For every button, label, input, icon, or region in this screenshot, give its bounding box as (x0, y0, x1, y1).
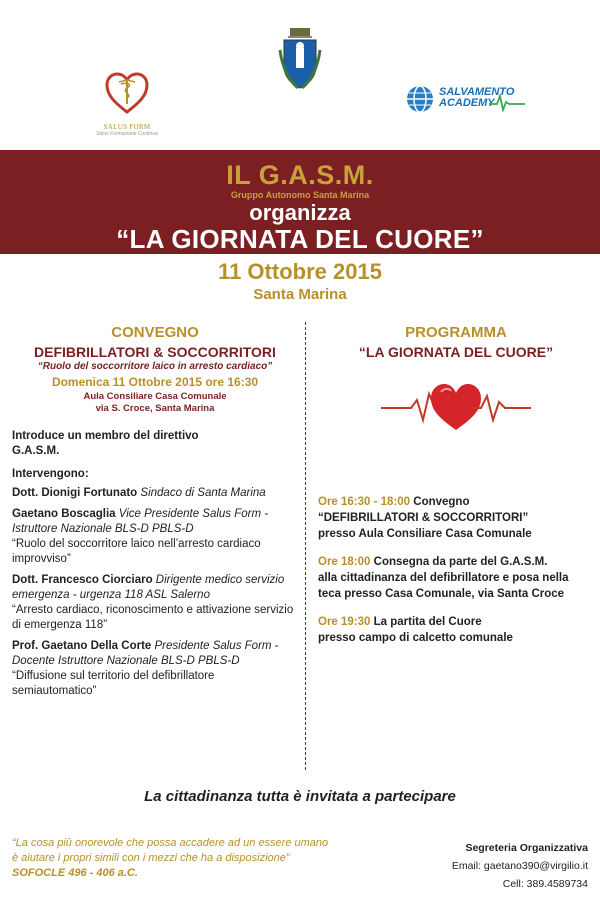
speaker-talk: “Diffusione sul territorio del defibrillatore semiautomatico” (12, 670, 215, 697)
secretariat-contacts (388, 839, 588, 893)
salus-form-logo (92, 70, 162, 137)
convegno-venue-line2: via S. Croce, Santa Marina (95, 403, 215, 414)
secretariat-phone: Cell: 389.4589734 (502, 878, 588, 890)
secretariat-title: Segreteria Organizzativa (465, 842, 588, 854)
programma-title: “LA GIORNATA DEL CUORE” (358, 344, 554, 360)
speaker-name: Gaetano Boscaglia (12, 508, 116, 520)
program-line1: La partita del Cuore (373, 616, 482, 628)
organizer-subtitle: Gruppo Autonomo Santa Marina (230, 190, 370, 200)
program-item (318, 614, 594, 646)
salus-form-tagline: Salus Formazione Continua (96, 131, 158, 137)
speaker-talk: “Arresto cardiaco, riconoscimento e attivazione servizio di emergenza 118” (12, 604, 294, 631)
program-line2: “DEFIBRILLATORI & SOCCORRITORI” (318, 512, 529, 524)
intro-line2: G.A.S.M. (12, 445, 60, 457)
convegno-subtitle: “Ruolo del soccorritore laico in arresto cardiaco” (37, 361, 273, 372)
globe-icon (405, 84, 435, 114)
quote-line1: “La cosa più onorevole che possa accadere ad un essere umano (12, 837, 329, 849)
speaker-role: Vice Presidente Salus Form - Istruttore Nazionale BLS-D PBLS-D (12, 508, 269, 535)
logos-row (0, 0, 600, 150)
salvamento-line2: ACADEMY (439, 97, 495, 109)
organizer-title: IL G.A.S.M. (226, 160, 374, 190)
convegno-column (12, 324, 298, 699)
intro-text (12, 429, 298, 459)
sophocles-quote (12, 836, 412, 881)
program-time: Ore 16:30 - 18:00 (318, 496, 411, 508)
heart-ecg-icon (381, 374, 531, 434)
speaker-item (12, 507, 298, 567)
event-title: “LA GIORNATA DEL CUORE” (116, 224, 484, 254)
heart-caduceus-icon (104, 70, 150, 116)
program-line2: presso campo di calcetto comunale (318, 632, 513, 644)
program-item (318, 554, 594, 602)
program-line3: presso Aula Consiliare Casa Comunale (318, 528, 532, 540)
quote-line2: è aiutare i propri simili con i mezzi che ha a disposizione” (12, 852, 290, 864)
speaker-role: Presidente Salus Form - Docente Istruttore Nazionale BLS-D PBLS-D (12, 640, 279, 667)
speaker-talk: “Ruolo del soccorritore laico nell’arresto cardiaco improvviso” (12, 538, 261, 565)
speaker-item (12, 639, 298, 699)
program-time: Ore 19:30 (318, 616, 371, 628)
convegno-title: DEFIBRILLATORI & SOCCORRITORI (34, 344, 276, 360)
convegno-date-time: Domenica 11 Ottobre 2015 ore 16:30 (51, 375, 259, 389)
speaker-role: Dirigente medico servizio emergenza - urgenza 118 ASL Salerno (12, 574, 285, 601)
event-date: 11 Ottobre 2015 (218, 259, 382, 284)
speaker-role: Sindaco di Santa Marina (140, 487, 266, 499)
programma-heading: PROGRAMMA (405, 324, 507, 341)
municipal-crest-icon (276, 26, 324, 92)
speaker-name: Prof. Gaetano Della Corte (12, 640, 152, 652)
convegno-heading: CONVEGNO (111, 324, 199, 341)
speaker-name: Dott. Dionigi Fortunato (12, 487, 138, 499)
invitation-text: La cittadinanza tutta è invitata a partecipare (144, 788, 456, 805)
program-time: Ore 18:00 (318, 556, 371, 568)
organizza-label: organizza (249, 200, 351, 225)
quote-author: SOFOCLE 496 - 406 a.C. (12, 867, 138, 879)
program-line1: Consegna da parte del G.A.S.M. (373, 556, 548, 568)
program-line2: alla cittadinanza del defibrillatore e posa nella teca presso Casa Comunale, via Santa Croce (318, 572, 569, 600)
secretariat-email[interactable]: Email: gaetano390@virgilio.it (451, 860, 588, 872)
event-place: Santa Marina (253, 286, 347, 303)
title-banner (0, 150, 600, 254)
speaker-item (12, 486, 298, 501)
salus-form-name: SALUS FORM (103, 123, 151, 131)
program-item (318, 494, 594, 542)
ecg-line-icon (489, 92, 525, 112)
salvamento-academy-logo (405, 84, 525, 114)
speaker-name: Dott. Francesco Ciorciaro (12, 574, 153, 586)
program-line1: Convegno (413, 496, 470, 508)
interventions-label: Intervengono: (12, 468, 89, 480)
speaker-item (12, 573, 298, 633)
convegno-venue-line1: Aula Consiliare Casa Comunale (83, 391, 227, 402)
intro-line1: Introduce un membro del direttivo (12, 430, 199, 442)
salvamento-line1: SALVAMENTO (439, 86, 515, 98)
column-divider (305, 322, 306, 770)
programma-column (318, 324, 594, 646)
